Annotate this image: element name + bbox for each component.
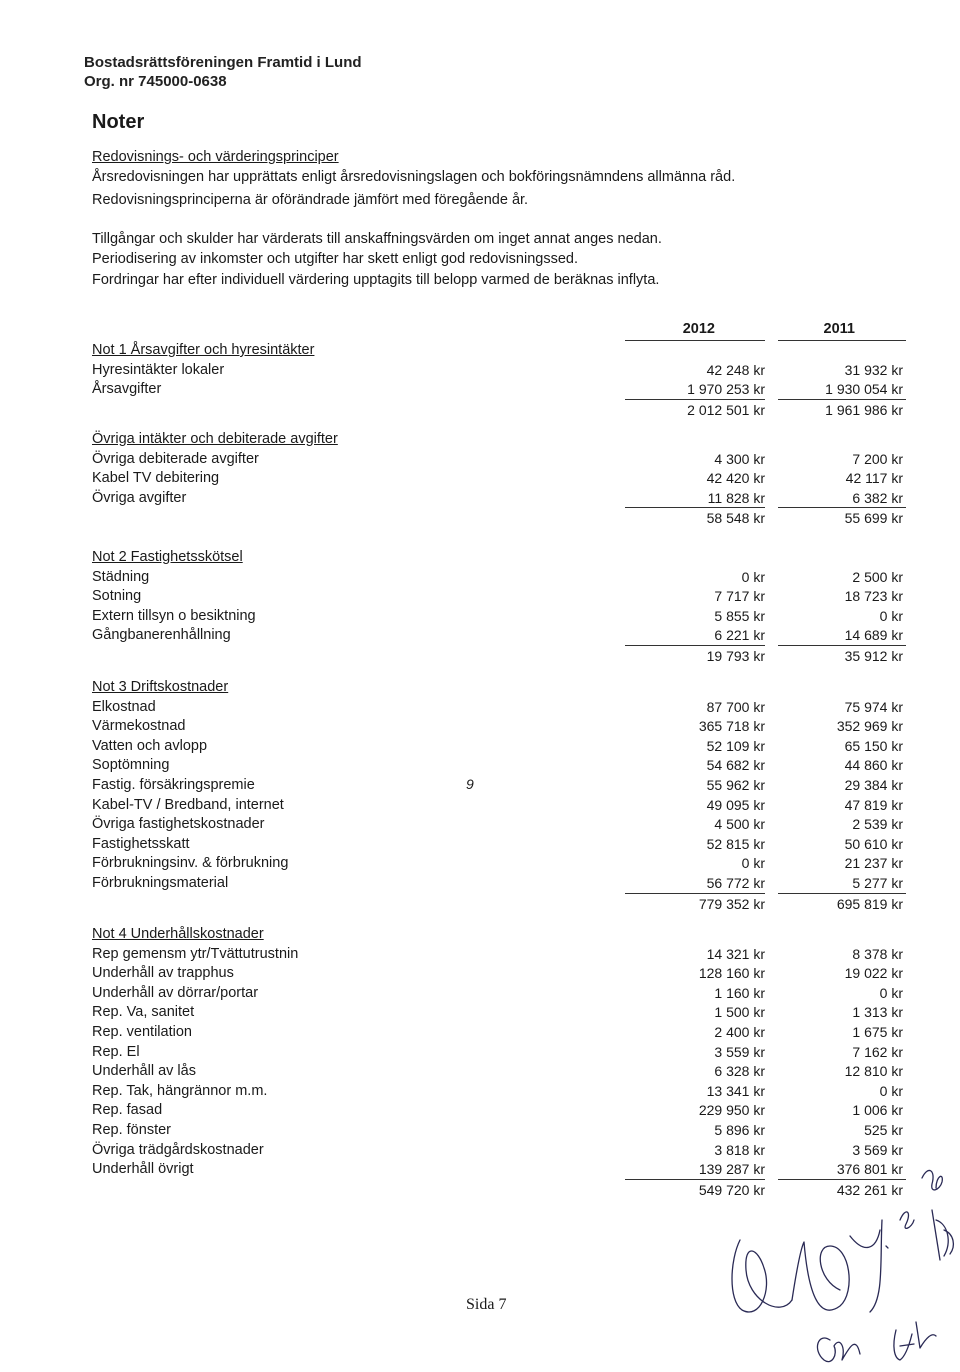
value-2012: 4 500 kr	[714, 816, 765, 833]
total-rule-2011	[778, 507, 906, 508]
year-header-2011: 2011	[823, 321, 855, 337]
row-label: Förbrukningsmaterial	[92, 874, 229, 891]
value-2012: 42 248 kr	[706, 361, 765, 378]
row-label: Vatten och avlopp	[92, 737, 208, 754]
header-rule-2012	[625, 340, 765, 341]
value-2012: 6 328 kr	[714, 1063, 765, 1080]
value-2011: 7 162 kr	[852, 1043, 903, 1060]
header-rule-2011	[778, 340, 906, 341]
row-label: Rep. ventilation	[92, 1023, 192, 1040]
value-2011: 2 539 kr	[852, 816, 903, 833]
value-2011: 1 930 054 kr	[825, 381, 903, 398]
row-label: Fastighetsskatt	[92, 835, 190, 852]
value-2011: 352 969 kr	[836, 718, 903, 735]
intro-line: Årsredovisningen har upprättats enligt årsredovisningslagen och bokföringsnämndens allmänna råd.	[92, 169, 736, 185]
row-label: Underhåll av dörrar/portar	[92, 984, 259, 1001]
row-label: Årsavgifter	[92, 381, 162, 398]
value-2012: 13 341 kr	[706, 1082, 765, 1099]
total-rule-2011	[778, 893, 906, 894]
value-2012: 1 160 kr	[714, 984, 765, 1001]
row-label: Gångbanerenhållning	[92, 627, 231, 644]
value-2012: 55 962 kr	[706, 776, 765, 793]
value-2011: 7 200 kr	[852, 450, 903, 467]
value-2011: 47 819 kr	[844, 796, 903, 813]
row-label: Rep. fönster	[92, 1121, 171, 1138]
value-2012: 229 950 kr	[698, 1102, 765, 1119]
value-2011: 525 kr	[864, 1121, 903, 1138]
value-2012: 42 420 kr	[706, 470, 765, 487]
value-2011: 0 kr	[879, 607, 903, 624]
value-2012: 128 160 kr	[698, 965, 765, 982]
page-title: Noter	[92, 111, 145, 133]
row-label: Fastig. försäkringspremie	[92, 776, 255, 793]
value-2012: 52 815 kr	[706, 835, 765, 852]
value-2012: 5 896 kr	[714, 1121, 765, 1138]
total-2011: 1 961 986 kr	[825, 401, 903, 418]
row-label: Sotning	[92, 588, 142, 605]
value-2011: 1 006 kr	[852, 1102, 903, 1119]
value-2011: 19 022 kr	[844, 965, 903, 982]
row-label: Underhåll av lås	[92, 1063, 196, 1080]
total-2012: 19 793 kr	[706, 647, 765, 664]
row-label: Underhåll övrigt	[92, 1161, 194, 1178]
row-label: Rep. Tak, hängrännor m.m.	[92, 1082, 268, 1099]
value-2011: 8 378 kr	[852, 945, 903, 962]
value-2012: 139 287 kr	[698, 1161, 765, 1178]
total-rule-2012	[625, 645, 765, 646]
org-name: Bostadsrättsföreningen Framtid i Lund	[84, 54, 362, 71]
value-2011: 1 313 kr	[852, 1004, 903, 1021]
section-title: Not 4 Underhållskostnader	[92, 926, 264, 942]
total-2012: 2 012 501 kr	[687, 401, 765, 418]
value-2011: 29 384 kr	[844, 776, 903, 793]
total-rule-2011	[778, 399, 906, 400]
total-2012: 58 548 kr	[706, 510, 765, 527]
value-2011: 1 675 kr	[852, 1023, 903, 1040]
value-2012: 14 321 kr	[706, 945, 765, 962]
value-2011: 12 810 kr	[844, 1063, 903, 1080]
total-rule-2012	[625, 893, 765, 894]
row-label: Rep. fasad	[92, 1102, 163, 1119]
value-2011: 21 237 kr	[844, 855, 903, 872]
row-label: Rep gemensm ytr/Tvättutrustnin	[92, 945, 299, 962]
intro-line: Periodisering av inkomster och utgifter har skett enligt god redovisningssed.	[92, 251, 579, 267]
value-2012: 365 718 kr	[698, 718, 765, 735]
row-label: Soptömning	[92, 757, 170, 774]
value-2011: 5 277 kr	[852, 874, 903, 891]
row-label: Elkostnad	[92, 698, 156, 715]
value-2011: 0 kr	[879, 984, 903, 1001]
value-2012: 87 700 kr	[706, 698, 765, 715]
total-2011: 695 819 kr	[836, 895, 903, 912]
page-number: Sida 7	[466, 1296, 507, 1313]
value-2011: 3 569 kr	[852, 1141, 903, 1158]
value-2012: 0 kr	[741, 568, 765, 585]
intro-line: Tillgångar och skulder har värderats till anskaffningsvärden om inget annat anges nedan.	[92, 231, 662, 247]
row-label: Övriga debiterade avgifter	[92, 450, 259, 467]
total-rule-2011	[778, 645, 906, 646]
value-2011: 44 860 kr	[844, 757, 903, 774]
value-2012: 0 kr	[741, 855, 765, 872]
total-2011: 35 912 kr	[844, 647, 903, 664]
value-2012: 7 717 kr	[714, 588, 765, 605]
value-2012: 3 559 kr	[714, 1043, 765, 1060]
value-2012: 1 970 253 kr	[687, 381, 765, 398]
value-2011: 0 kr	[879, 1082, 903, 1099]
value-2011: 2 500 kr	[852, 568, 903, 585]
value-2011: 75 974 kr	[844, 698, 903, 715]
value-2011: 14 689 kr	[844, 627, 903, 644]
value-2011: 65 150 kr	[844, 737, 903, 754]
value-2012: 49 095 kr	[706, 796, 765, 813]
section-title: Not 1 Årsavgifter och hyresintäkter	[92, 342, 315, 358]
row-label: Övriga trädgårdskostnader	[92, 1141, 264, 1158]
value-2012: 54 682 kr	[706, 757, 765, 774]
value-2011: 50 610 kr	[844, 835, 903, 852]
total-rule-2012	[625, 507, 765, 508]
row-label: Övriga avgifter	[92, 489, 187, 506]
section-title: Not 3 Driftskostnader	[92, 679, 229, 695]
row-label: Rep. El	[92, 1043, 140, 1060]
total-2011: 432 261 kr	[836, 1181, 903, 1198]
value-2011: 6 382 kr	[852, 489, 903, 506]
total-2012: 549 720 kr	[698, 1181, 765, 1198]
value-2012: 5 855 kr	[714, 607, 765, 624]
value-2012: 52 109 kr	[706, 737, 765, 754]
handwritten-signatures	[700, 1150, 960, 1370]
row-label: Underhåll av trapphus	[92, 965, 234, 982]
section-title: Övriga intäkter och debiterade avgifter	[92, 431, 338, 447]
value-2011: 18 723 kr	[844, 588, 903, 605]
total-rule-2012	[625, 399, 765, 400]
total-2011: 55 699 kr	[844, 510, 903, 527]
row-label: Rep. Va, sanitet	[92, 1004, 195, 1021]
value-2012: 3 818 kr	[714, 1141, 765, 1158]
row-label: Förbrukningsinv. & förbrukning	[92, 855, 289, 872]
row-label: Städning	[92, 568, 150, 585]
row-label: Kabel TV debitering	[92, 470, 220, 487]
value-2011: 31 932 kr	[844, 361, 903, 378]
year-header-2012: 2012	[682, 321, 715, 337]
row-label: Värmekostnad	[92, 718, 186, 735]
intro-line: Redovisningsprinciperna är oförändrade jämfört med föregående år.	[92, 192, 529, 208]
value-2012: 56 772 kr	[706, 874, 765, 891]
row-label: Kabel-TV / Bredband, internet	[92, 796, 284, 813]
intro-line: Fordringar har efter individuell värdering upptagits till belopp varmed de beräknas inflyta.	[92, 272, 660, 288]
total-2012: 779 352 kr	[698, 895, 765, 912]
org-number: Org. nr 745000-0638	[84, 73, 227, 90]
value-2012: 4 300 kr	[714, 450, 765, 467]
section-title: Not 2 Fastighetsskötsel	[92, 549, 243, 565]
row-label: Övriga fastighetskostnader	[92, 816, 265, 833]
intro-heading: Redovisnings- och värderingsprinciper	[92, 149, 339, 165]
value-2012: 6 221 kr	[714, 627, 765, 644]
value-2012: 1 500 kr	[714, 1004, 765, 1021]
row-label: Hyresintäkter lokaler	[92, 361, 225, 378]
value-2012: 11 828 kr	[707, 489, 765, 506]
value-2011: 42 117 kr	[845, 470, 903, 487]
value-2012: 2 400 kr	[714, 1023, 765, 1040]
stray-mark: 9	[466, 776, 474, 792]
row-label: Extern tillsyn o besiktning	[92, 607, 256, 624]
value-2011: 376 801 kr	[836, 1161, 903, 1178]
